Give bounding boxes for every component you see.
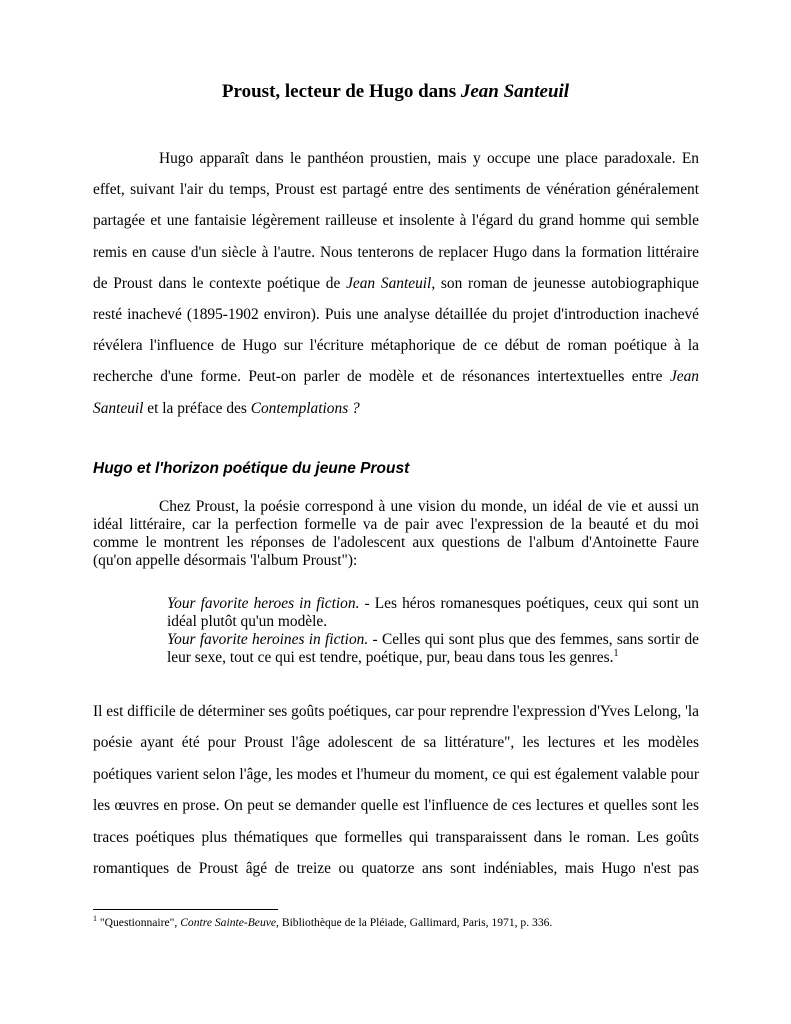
intro-paragraph xyxy=(93,143,699,424)
footnote xyxy=(93,916,699,930)
title-italic: Jean Santeuil xyxy=(460,81,570,102)
footnote-text-1: "Questionnaire", xyxy=(97,916,181,929)
intro-text-1: Hugo apparaît dans le panthéon proustien, mais y occupe une place paradoxale. En effet, suivant l'air du temps, Proust est partagé entre des sentiments de vénération généralement partagée et une fantaisie légèrement railleuse et insolente à l'égard du grand homme qui semble remis en cause d'un siècle à l'autre. Nous tenterons de replacer Hugo dans la formation littéraire de Proust dans le contexte poétique de xyxy=(93,150,699,292)
quote-answer-1: - Les héros romanesques poétiques, ceux qui sont un idéal plutôt qu'un modèle. xyxy=(167,595,699,630)
intro-text-2: son roman de jeunesse autobiographique resté inachevé (1895-1902 environ). Puis une analyse détaillée du projet d'introduction inachevé révélera l'influence de Hugo sur l'écriture métaphorique de ce début de roman poétique à la recherche d'une forme. Peut-on parler de modèle et de résonances intertextuelles entre xyxy=(93,274,699,386)
intro-italic-1: Jean Santeuil, xyxy=(346,274,436,292)
section-paragraph: Chez Proust, la poésie correspond à une vision du monde, un idéal de vie et aussi un idéal littéraire, car la perfection formelle va de pair avec l'expression de la beauté et du moi comme le montrent les réponses de l'adolescent aux questions de l'album d'Antoinette Faure (qu'on appelle désormais 'l'album Proust"): xyxy=(93,498,699,569)
quote-question-2: Your favorite heroines in fiction. xyxy=(167,631,369,648)
title-main: Proust, lecteur de Hugo dans xyxy=(221,81,461,102)
footnote-reference[interactable]: 1 xyxy=(613,648,619,659)
body-paragraph: Il est difficile de déterminer ses goûts poétiques, car pour reprendre l'expression d'Yves Lelong, 'la poésie ayant été pour Proust l'âge adolescent de sa littérature", les lectures et les modèles poétiques varient selon l'âge, les modes et l'humeur du moment, ce qui est également valable pour les œuvres en prose. On peut se demander quelle est l'influence de ces lectures et quelles sont les traces poétiques plus thématiques que formelles qui transparaissent dans le roman. Les goûts romantiques de Proust âgé de treize ou quatorze ans sont indéniables, mais Hugo n'est pas xyxy=(93,703,699,878)
page-title xyxy=(0,80,791,104)
footnote-text-2: Bibliothèque de la Pléiade, Gallimard, Paris, 1971, p. 336. xyxy=(278,916,553,929)
section-heading: Hugo et l'horizon poétique du jeune Proust xyxy=(93,460,410,477)
footnote-divider xyxy=(93,909,278,910)
block-quote xyxy=(167,595,699,667)
quote-answer-2: - Celles qui sont plus que des femmes, sans sortir de leur sexe, tout ce qui est tendre, poétique, pur, beau dans tous les genres. xyxy=(167,631,699,666)
quote-question-1: Your favorite heroes in fiction. xyxy=(167,595,360,612)
intro-text-3: et la préface des xyxy=(143,399,251,417)
footnote-italic: Contre Sainte-Beuve, xyxy=(180,916,279,929)
footnote-number: 1 xyxy=(93,914,97,923)
intro-italic-2: Jean Santeuil xyxy=(93,368,699,417)
intro-italic-3: Contemplations ? xyxy=(250,399,360,417)
